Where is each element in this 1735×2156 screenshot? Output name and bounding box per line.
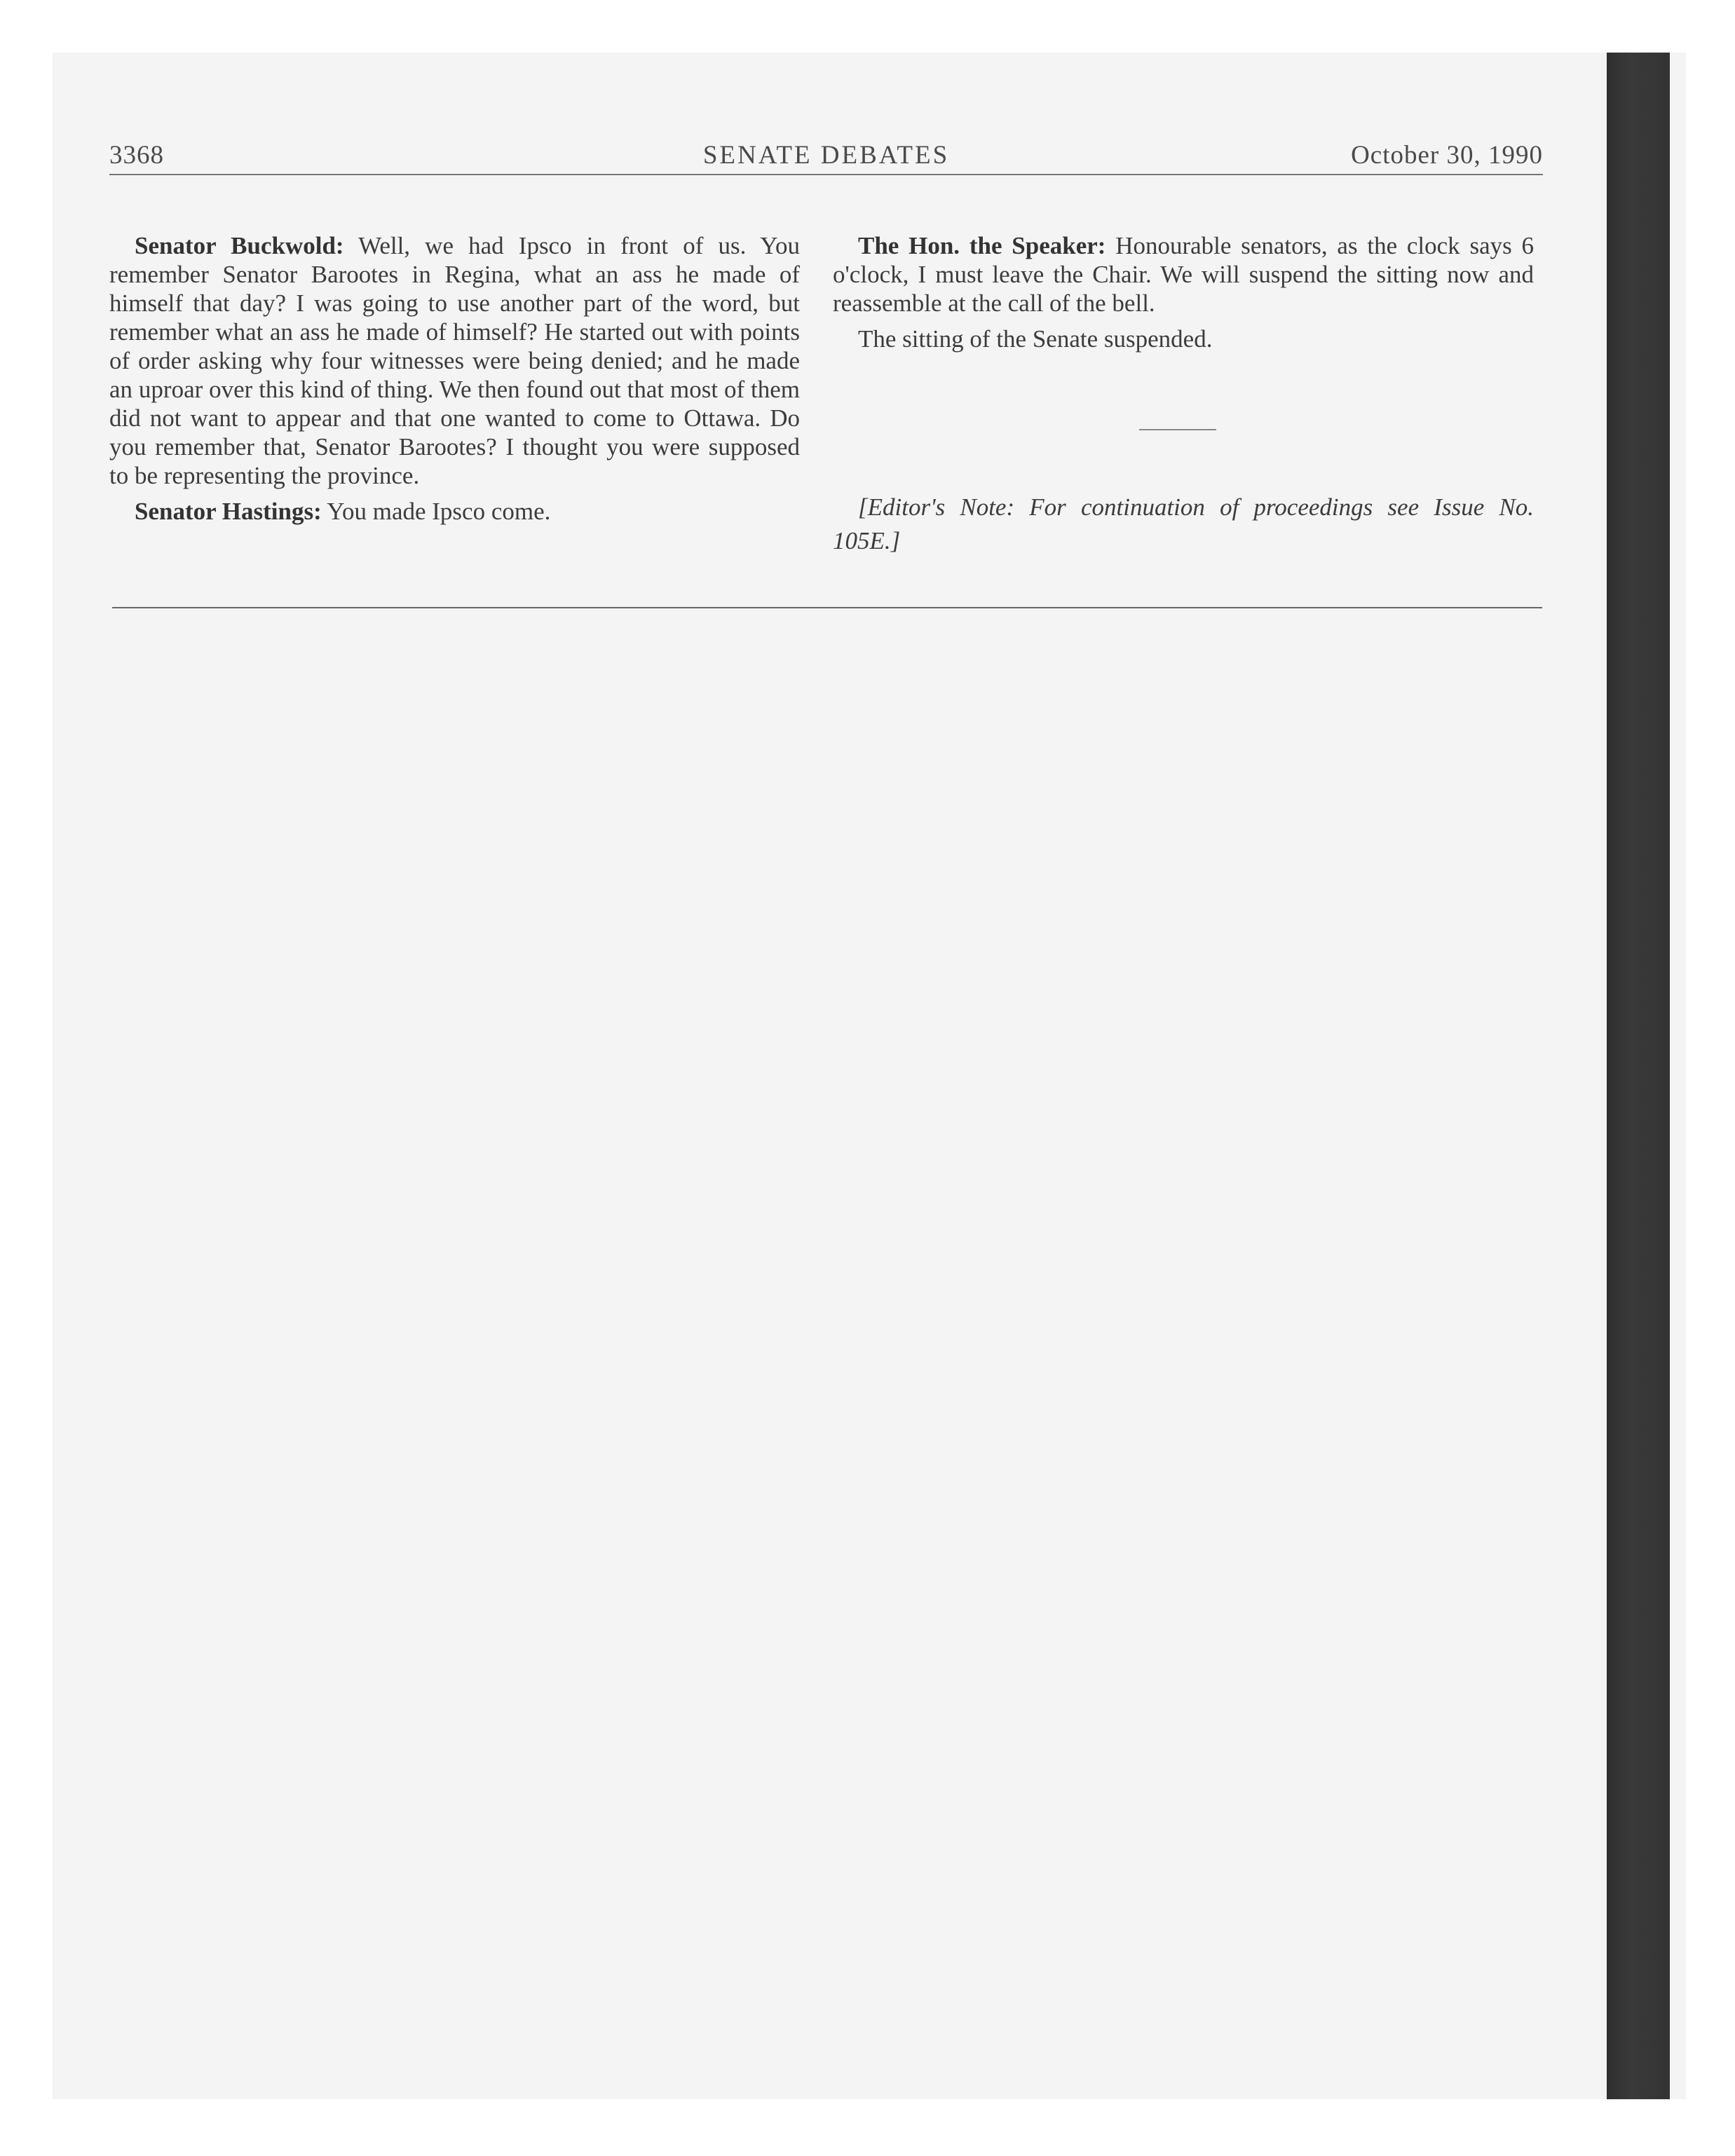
section-divider [1139, 429, 1216, 430]
paragraph-suspended [833, 325, 1534, 353]
speech-text: Honourable senators, as the clock says 6 o'clock, I must leave the Chair. We will suspend the sitting now and reassemble at the call of the bell. [833, 232, 1534, 317]
speech-text: The sitting of the Senate suspended. [858, 325, 1213, 353]
speech-text: Well, we had Ipsco in front of us. You remember Senator Barootes in Regina, what an ass he made of himself that day? I was going to use another part of the word, but remember what an ass he made of himself? He started out with points of order asking why four witnesses were being denied; and he made an uproar over this kind of thing. We then found out that most of them did not want to appear and that one wanted to come to Ottawa. Do you remember that, Senator Barootes? I thought you were supposed to be representing the province. [109, 232, 800, 489]
speech-text: You made Ipsco come. [327, 498, 551, 525]
issue-date: October 30, 1990 [1351, 141, 1543, 170]
editor-note-text: [Editor's Note: For continuation of proceedings see Issue No. 105E.] [833, 493, 1534, 554]
paragraph-speaker [833, 231, 1534, 318]
speaker-name: Senator Buckwold: [135, 232, 344, 259]
end-rule [112, 607, 1542, 608]
speaker-name: The Hon. the Speaker: [858, 232, 1106, 259]
page-number: 3368 [109, 141, 164, 170]
scan-edge [1607, 53, 1670, 2099]
right-column [833, 231, 1534, 360]
running-head [109, 140, 1543, 172]
header-rule [109, 174, 1543, 175]
editor-note [833, 491, 1534, 558]
left-column [109, 231, 800, 533]
paragraph-hastings [109, 497, 800, 526]
publication-title: SENATE DEBATES [702, 141, 950, 170]
paragraph-buckwold [109, 231, 800, 490]
speaker-name: Senator Hastings: [135, 498, 322, 525]
